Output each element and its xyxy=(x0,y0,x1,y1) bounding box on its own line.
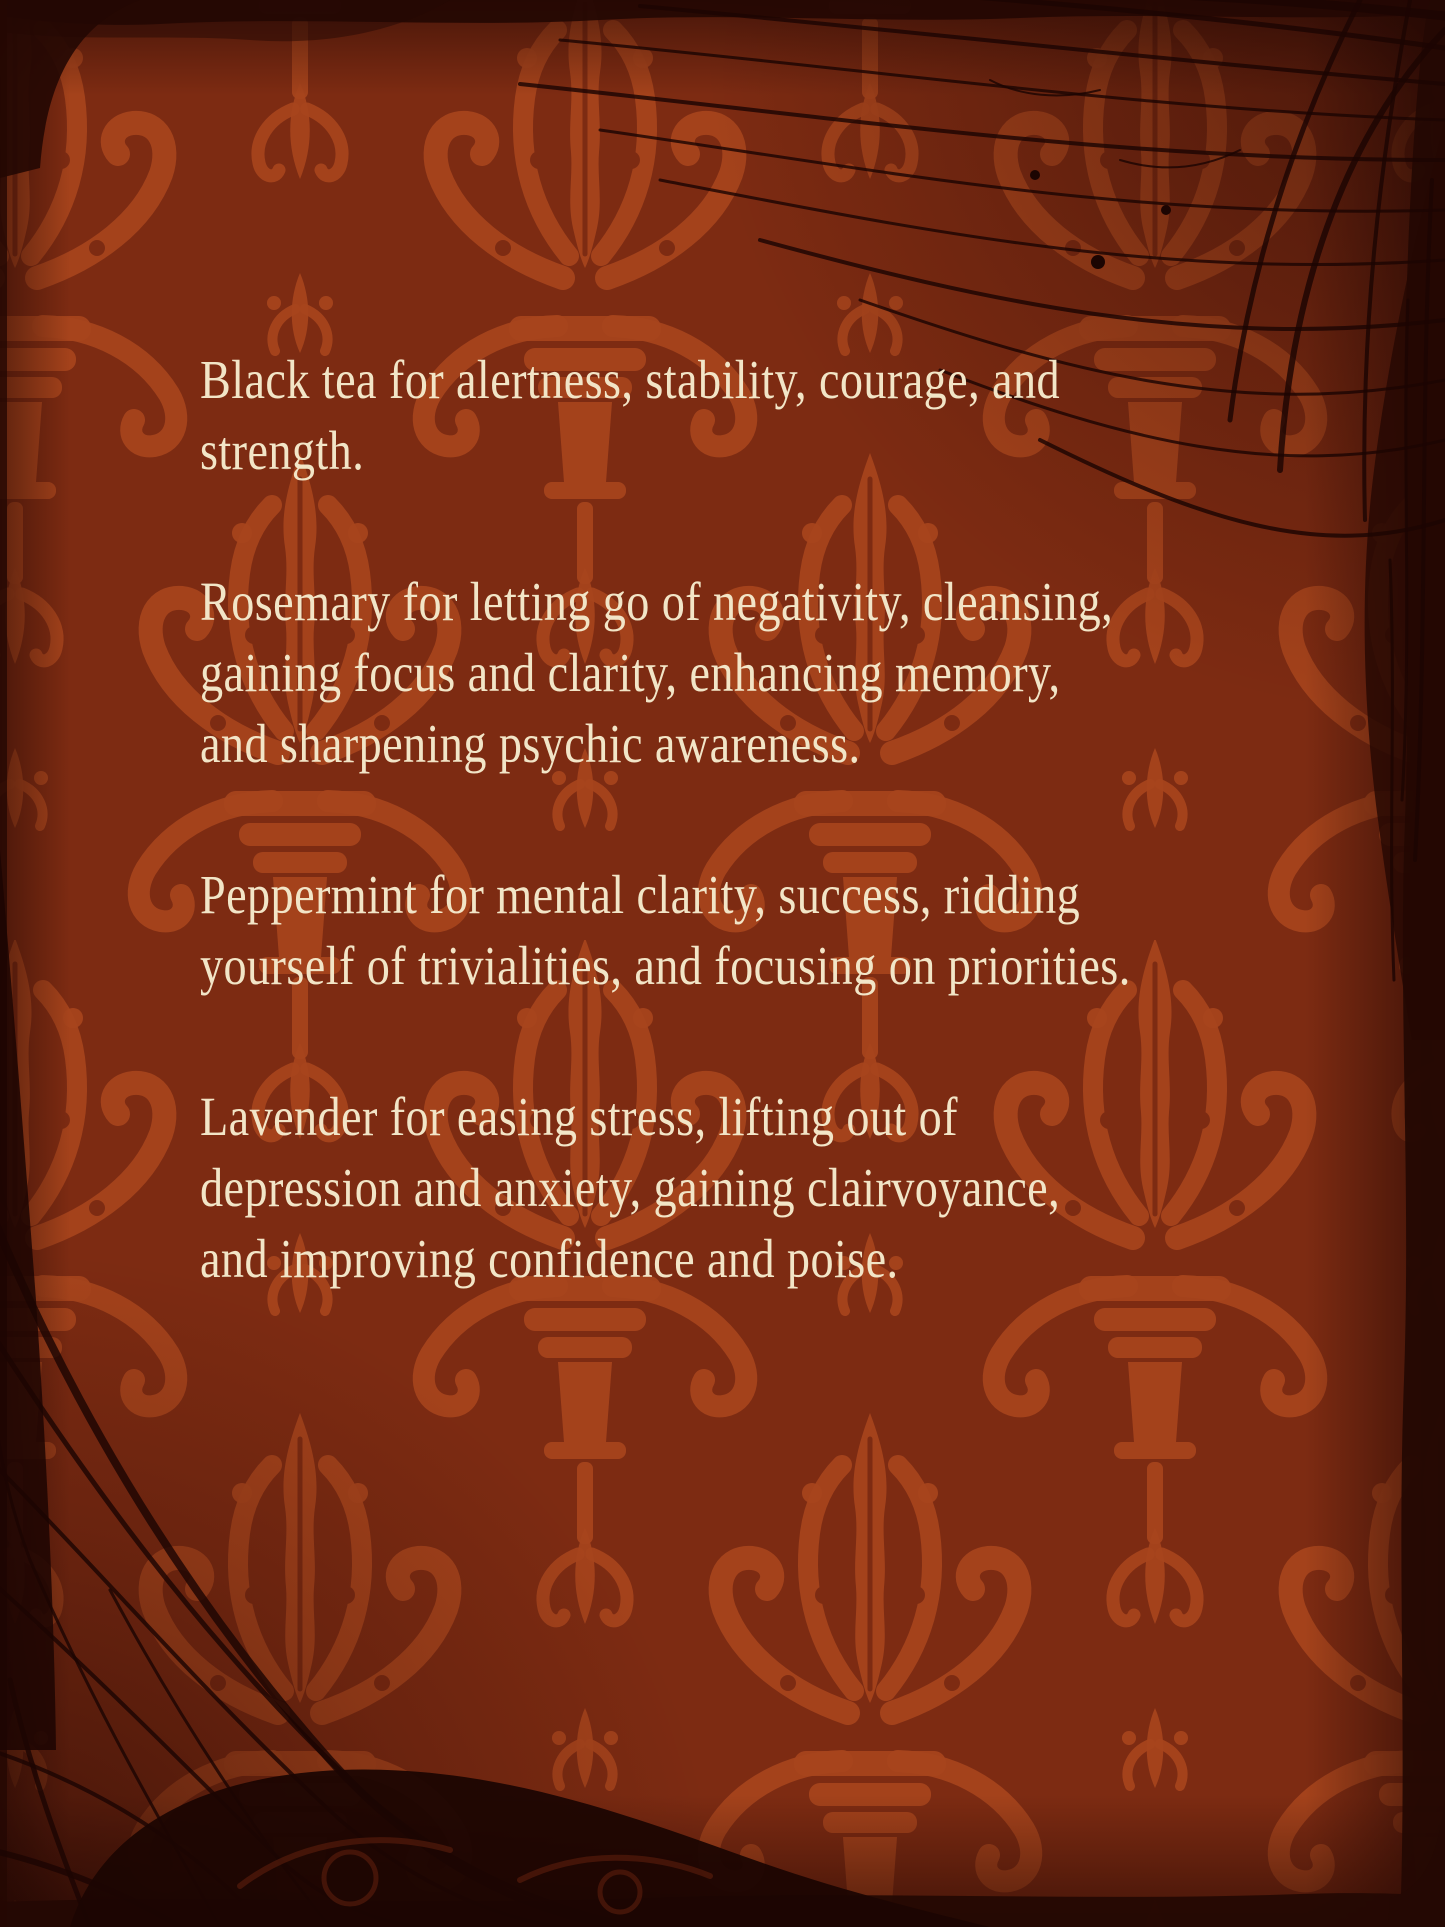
text-line: and improving confidence and poise. xyxy=(200,1228,899,1289)
page-text xyxy=(200,344,1426,1374)
paragraph-black-tea xyxy=(200,344,1426,486)
text-line: Black tea for alertness, stability, courage, and xyxy=(200,349,1061,410)
text-line: gaining focus and clarity, enhancing memory, xyxy=(200,642,1061,703)
text-line: Rosemary for letting go of negativity, cleansing, xyxy=(200,571,1114,632)
paragraph-rosemary xyxy=(200,566,1426,779)
text-line: Lavender for easing stress, lifting out of xyxy=(200,1086,958,1147)
paragraph-lavender xyxy=(200,1081,1426,1294)
text-line: and sharpening psychic awareness. xyxy=(200,713,861,774)
text-line: strength. xyxy=(200,420,365,481)
text-line: depression and anxiety, gaining clairvoyance, xyxy=(200,1157,1061,1218)
text-line: Peppermint for mental clarity, success, ridding xyxy=(200,864,1081,925)
text-line: yourself of trivialities, and focusing on priorities. xyxy=(200,935,1131,996)
paragraph-peppermint xyxy=(200,859,1426,1001)
